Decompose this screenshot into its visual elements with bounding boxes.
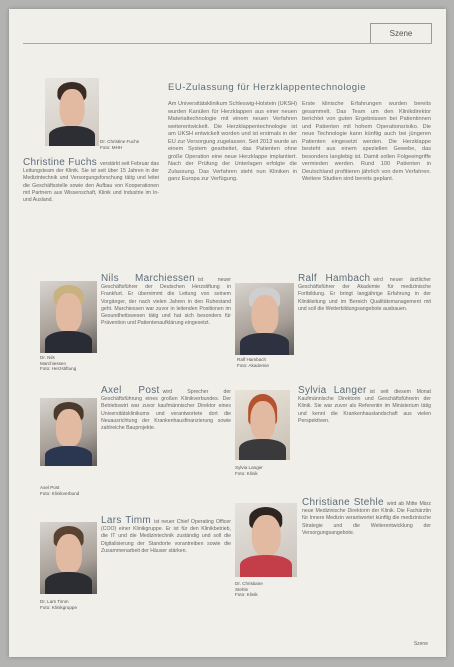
caption-christiane-stehle: Dr. Christiane Stehle Foto: Klinik: [235, 581, 263, 598]
person-christiane-stehle: Christiane Stehle wird ab Mitte März neue Medizinische Direktorin der Klinik. Die Fachärztin für Innere Medizin verantwortet künftig die medizinische Strategie und die Weiterentwicklung der Versorgungsangebote.: [302, 497, 431, 536]
header-divider: [23, 43, 432, 44]
person-sylvia-langer: Sylvia Langer ist seit diesem Monat Kaufmännische Direktorin und Geschäftsführerin der Klinik. Sie war zuvor als Referentin im Ministerium tätig und kennt die Krankenhauslandschaft aus vielen Perspektiven.: [298, 385, 431, 424]
caption-sylvia-langer: Sylvia Langer Foto: Klinik: [235, 465, 263, 476]
lead-photo-caption: Dr. Christine Fuchs Foto: MHH: [100, 139, 140, 150]
lead-article-title: EU-Zulassung für Herzklappentechnologie: [168, 82, 366, 93]
lead-column-1: Am Universitätsklinikum Schleswig-Holstein (UKSH) wurden Kanülen für Herzklappen aus einer neuen Materialtechnologie mit einem neuen Verfahren weiterentwickelt. Die Herzklappentechnologie ist am UKSH entwickelt worden und ist erstmals in der EU zur Versorgung zugelassen. Seit 2013 wurde an einem System gearbeitet, das Patienten ohne große Operation eine neue Herzklappe implantiert. Nach der Prüfung der Unterlagen erfolgte die Zulassung. Das Verfahren steht nun Kliniken in ganz Europa zur Verfügung.: [168, 101, 297, 182]
caption-lars-timm: Dr. Lars Timm Foto: Klinikgruppe: [40, 599, 78, 610]
portrait-christiane-stehle: [235, 503, 297, 577]
magazine-page: [9, 9, 446, 657]
page-footer: Szene: [413, 641, 428, 647]
portrait-nils-marchiessen: [40, 281, 97, 353]
portrait-sylvia-langer: [235, 390, 290, 460]
lead-name: Christine Fuchs: [23, 157, 98, 168]
person-nils-marchiessen: Nils Marchiessen ist neuer Geschäftsführer der Deutschen Herzstiftung in Frankfurt. Er übernimmt die Leitung von seinem Vorgänger, der nach vielen Jahren in den Ruhestand geht. Marchiessen war zuvor in leitenden Positionen im Gesundheitswesen tätig und hat sich besonders für Prävention und Patientenaufklärung eingesetzt.: [101, 273, 231, 327]
person-ralf-hambach: Ralf Hambach wird neuer ärztlicher Geschäftsführer der Akademie für medizinische Fortbildung. Er bringt langjährige Erfahrung in der Klinikleitung und im Bereich Qualitätsmanagement mit und soll die Weiterbildungsangebote ausbauen.: [298, 273, 431, 312]
lead-intro: Christine Fuchs verstärkt seit Februar das Leitungsteam der Klinik. Sie ist seit über 15 Jahren in der Medizintechnik und Versorgungsforschung tätig und leitet die Geschäftsstelle sowie den Aufbau von Kooperationen mit Partnern aus Wissenschaft, Klinik und Industrie im In- und Ausland.: [23, 157, 159, 204]
portrait-lars-timm: [40, 522, 97, 594]
portrait-christine-fuchs: [45, 78, 99, 146]
caption-nils-marchiessen: Dr. Nils Marchiessen Foto: Herzstiftung: [40, 355, 77, 372]
section-tab: Szene: [370, 23, 432, 43]
lead-column-2: Erste klinische Erfahrungen wurden bereits gesammelt. Das Team um den Klinikdirektor berichtet von guten Ergebnissen bei Patientinnen und Patienten mit hohem Operationsrisiko. Die neue Technologie kann künftig auch bei jüngeren Patienten eingesetzt werden. Die Herzklappe besteht aus einem speziellen Gewebe, das besonders langlebig ist. Damit sollen Folgeeingriffe vermieden werden. Rund 100 Patienten in Deutschland profitieren jährlich von dem Verfahren. Weitere Studien sind bereits geplant.: [302, 101, 431, 182]
person-lars-timm: Lars Timm ist neuer Chief Operating Officer (COO) einer Klinikgruppe. Er ist für den Klinikbetrieb, die IT und die Medizintechnik zuständig und soll die Digitalisierung der Standorte vorantreiben sowie die Zusammenarbeit der Häuser stärken.: [101, 515, 232, 554]
portrait-ralf-hambach: [235, 283, 294, 355]
person-axel-post: Axel Post wird Sprecher der Geschäftsführung eines großen Klinikverbundes. Der Betriebswirt war zuvor kaufmännischer Direktor eines Universitätsklinikums und verantwortete dort die Neuausrichtung der Krankenhausfinanzierung sowie zahlreiche Bauprojekte.: [101, 385, 231, 432]
caption-ralf-hambach: Ralf Hambach Foto: Akademie: [237, 357, 269, 368]
portrait-axel-post: [40, 398, 97, 466]
caption-axel-post: Axel Post Foto: Klinikverbund: [40, 485, 80, 496]
